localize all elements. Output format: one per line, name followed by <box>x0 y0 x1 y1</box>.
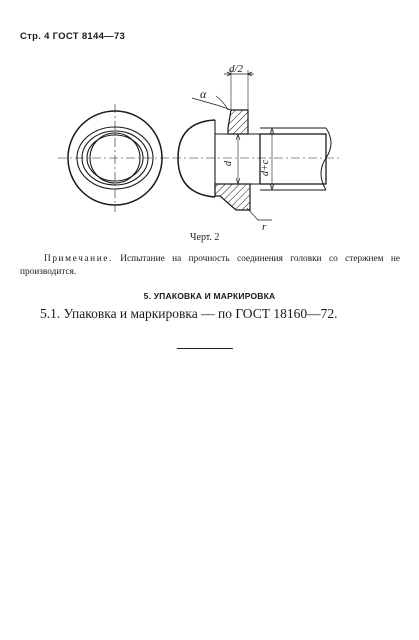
figure-caption: Черт. 2 <box>190 232 220 243</box>
note-lead: Примечание. <box>44 254 113 264</box>
section-heading: 5. УПАКОВКА И МАРКИРОВКА <box>143 291 276 301</box>
dimension-label-half-d: d/2 <box>229 63 244 75</box>
technical-drawing <box>40 58 390 233</box>
rivet-section-view <box>172 70 340 220</box>
page-header: Стр. 4 ГОСТ 8144—73 <box>20 31 126 42</box>
rivet-head-plan-view <box>58 104 172 212</box>
note-paragraph <box>20 253 400 279</box>
clause-text: 5.1. Упаковка и маркировка — по ГОСТ 18160—72. <box>40 306 338 321</box>
dimension-label-d: d <box>223 161 234 166</box>
end-rule <box>177 348 233 349</box>
note-text: Испытание на прочность соединения головки со стержнем не производится. <box>20 254 400 277</box>
dimension-label-r: r <box>262 221 267 233</box>
dimension-label-alpha: α <box>200 87 207 101</box>
dimension-label-d-plus-c: d+c <box>260 159 271 176</box>
